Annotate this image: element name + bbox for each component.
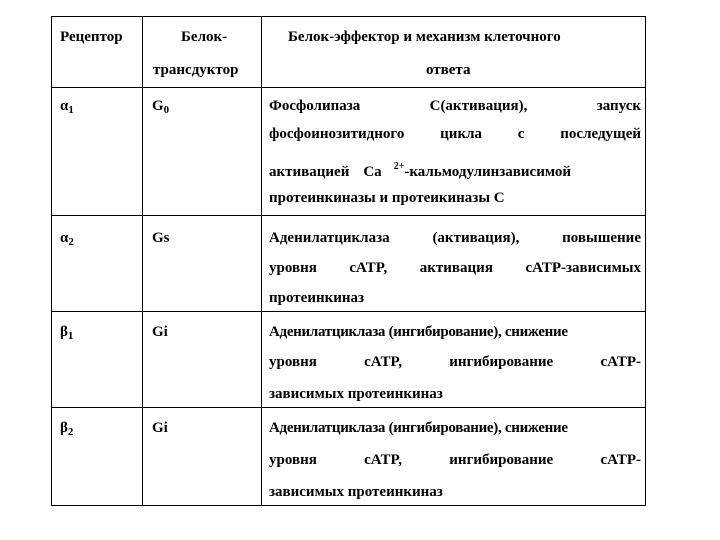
row3-effector-word: ингибирование xyxy=(449,354,554,370)
receptor-table xyxy=(51,16,646,506)
row1-effector-word: Ca xyxy=(363,164,382,180)
row2-effector-word: повышение xyxy=(562,230,641,246)
row1-effector-superscript: 2+ xyxy=(393,161,405,172)
row2-receptor-sub: 2 xyxy=(68,236,74,248)
row3-effector-word: уровня xyxy=(269,354,317,370)
row1-effector-word: последущей xyxy=(560,126,641,142)
row2-effector-line2 xyxy=(269,253,641,284)
row1-receptor xyxy=(60,91,74,126)
row4-effector-line1: Аденилатциклаза (ингибирование), снижение xyxy=(269,420,568,436)
row2-receptor xyxy=(60,223,74,258)
row1-effector-line1 xyxy=(269,91,641,122)
row4-effector-word: уровня xyxy=(269,452,317,468)
row2-receptor-base: α xyxy=(60,230,69,246)
row1-effector-word: Фосфолипаза xyxy=(269,98,361,114)
row1-effector-word: активацией xyxy=(269,164,350,180)
row2-effector-word: cATP, xyxy=(349,260,388,276)
row4-transducer: Gi xyxy=(152,420,168,436)
header-effector-line1: Белок-эффектор и механизм клеточного xyxy=(288,29,561,45)
row1-effector-line2 xyxy=(269,119,641,150)
row3-receptor-sub: 1 xyxy=(67,330,74,342)
row4-receptor xyxy=(60,413,73,448)
row4-effector-line3: зависимых протеинкиназ xyxy=(269,484,443,500)
column-divider-1 xyxy=(142,17,143,505)
row3-receptor xyxy=(60,317,73,352)
row1-receptor-sub: 1 xyxy=(68,104,74,116)
row-divider-header xyxy=(52,87,645,88)
row3-effector-line2 xyxy=(269,347,641,378)
row3-effector-word: cATP- xyxy=(600,354,641,370)
row3-transducer: Gi xyxy=(152,324,168,340)
row2-effector-word: уровня xyxy=(269,260,317,276)
row3-effector-line3: зависимых протеинкиназ xyxy=(269,386,443,402)
row1-effector-word: цикла xyxy=(440,126,482,142)
row2-effector-line3: протеинкиназ xyxy=(269,290,365,306)
row4-effector-word: ингибирование xyxy=(449,452,554,468)
row4-effector-line2 xyxy=(269,445,641,476)
row1-receptor-base: α xyxy=(60,98,69,114)
row3-effector-word: cATP, xyxy=(364,354,403,370)
row1-transducer-base: G xyxy=(152,98,164,114)
row3-effector-line1: Аденилатциклаза (ингибирование), снижение xyxy=(269,324,568,340)
row2-effector-word: (активация), xyxy=(432,230,520,246)
row1-transducer xyxy=(152,91,169,126)
row1-effector-word: с xyxy=(517,126,525,142)
column-divider-2 xyxy=(261,17,262,505)
row2-effector-line1 xyxy=(269,223,641,254)
header-transducer-line2: трансдуктор xyxy=(153,62,239,78)
header-receptor: Рецептор xyxy=(60,29,123,45)
row2-effector-word: Аденилатциклаза xyxy=(269,230,390,246)
row2-effector-word: cATP-зависимых xyxy=(525,260,641,276)
row1-effector-word: -кальмодулинзависимой xyxy=(404,164,572,180)
row2-effector-word: активация xyxy=(419,260,493,276)
row4-receptor-sub: 2 xyxy=(67,426,74,438)
header-transducer-line1: Белок- xyxy=(181,29,228,45)
header-effector-line2: ответа xyxy=(426,62,471,78)
row4-receptor-base: β xyxy=(60,420,68,436)
row2-transducer: Gs xyxy=(152,230,170,246)
row4-effector-word: cATP- xyxy=(600,452,641,468)
row4-effector-word: cATP, xyxy=(364,452,403,468)
row1-effector-word: запуск xyxy=(596,98,641,114)
row1-effector-word: С(активация), xyxy=(429,98,528,114)
row1-effector-word: фосфоинозитидного xyxy=(269,126,405,142)
row1-transducer-sub: 0 xyxy=(163,104,170,116)
row3-receptor-base: β xyxy=(60,324,68,340)
row1-effector-line4: протеинкиназы и протеикиназы С xyxy=(269,190,505,206)
row-divider-1 xyxy=(52,215,645,216)
